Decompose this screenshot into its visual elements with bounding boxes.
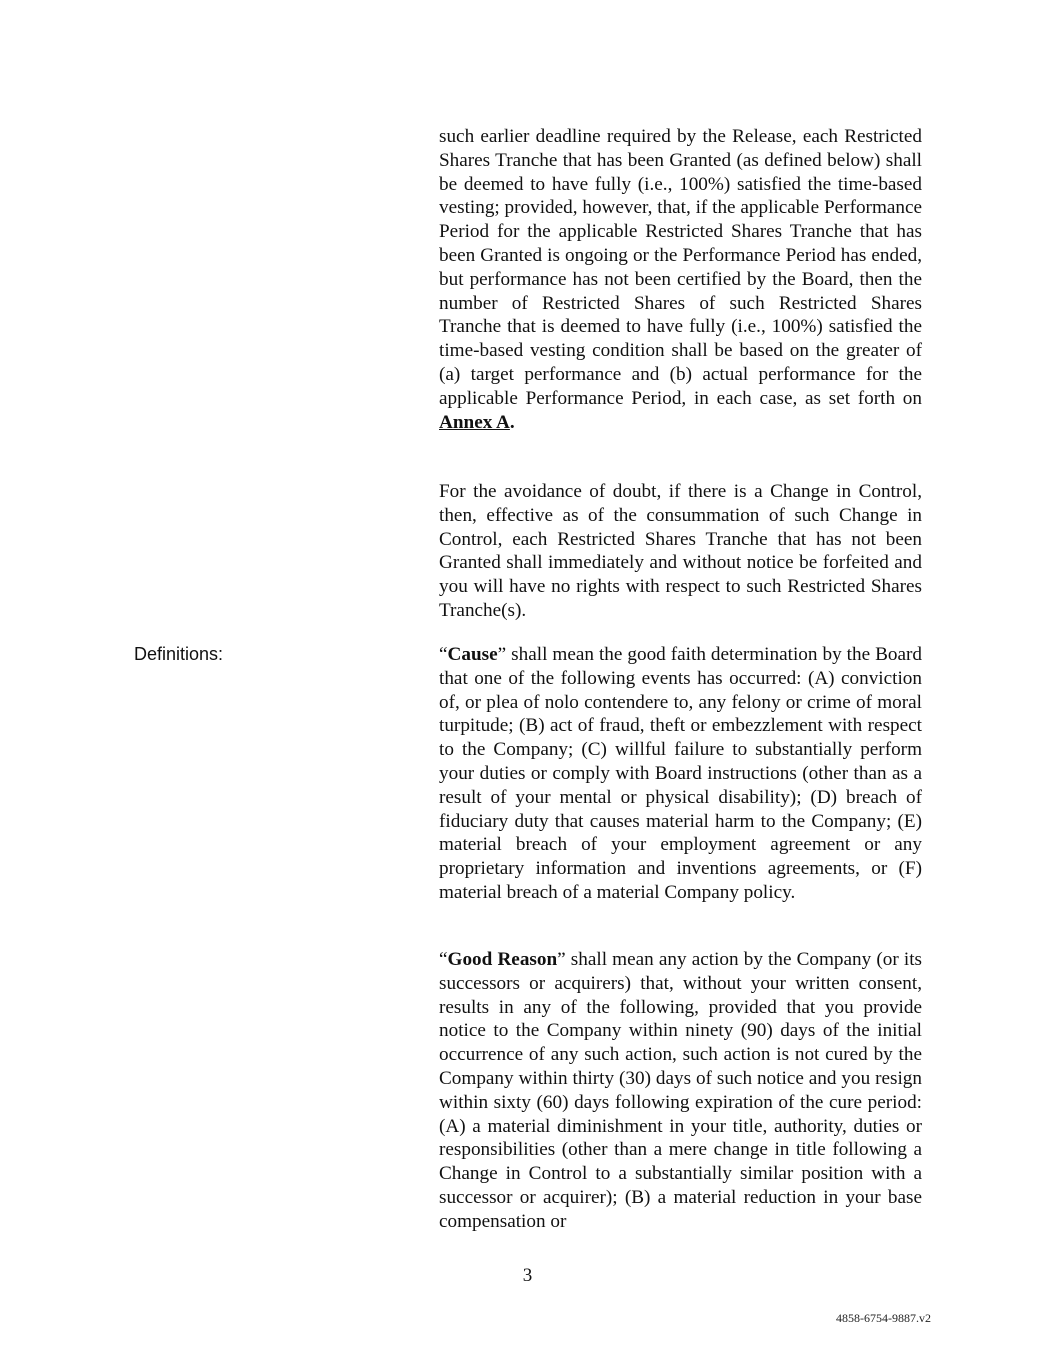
open-quote: “ <box>439 949 448 970</box>
page-number <box>0 1265 1055 1287</box>
document-id: 4858-6754-9887.v2 <box>836 1311 931 1325</box>
period: . <box>509 411 515 433</box>
paragraph-text: For the avoidance of doubt, if there is a Change in Control, then, effective as of the consummation of such Change in Control, each Restricted Shares Tranche that has not been Granted shall immediately and without notice be forfeited and you will have no rights with respect to such Restricted Shares Tranche(s). <box>439 481 922 621</box>
paragraph-text <box>439 125 922 434</box>
definition-body: ” shall mean any action by the Company (or its successors or acquirers) that, without your written consent, results in any of the following, provided that you provide notice to the Company within ninety (90) days of the initial occurrence of any such action, such action is not cured by the Company within thirty (30) days of such notice and you resign within sixty (60) days following expiration of the cure period: (A) a material diminishment in your title, authority, duties or responsibilities (other than a mere change in title following a Change in Control to a substantially similar position with a successor or acquirer); (B) a material reduction in your base compensation or <box>439 949 923 1232</box>
definition-good-reason <box>439 948 922 1234</box>
paragraph-body: such earlier deadline required by the Release, each Restricted Shares Tranche that has been Granted (as defined below) shall be deemed to have fully (i.e., 100%) satisfied the time-based vesting; provided, however, that, if the applicable Performance Period for the applicable Restricted Shares Tranche that has been Granted is ongoing or the Performance Period has ended, but performance has not been certified by the Board, then the number of Restricted Shares of such Restricted Shares Tranche that is deemed to have fully (i.e., 100%) satisfied the time-based vesting condition shall be based on the greater of (a) target performance and (b) actual performance for the applicable Performance Period, in each case, as set forth on <box>439 126 923 409</box>
defined-term-cause: Cause <box>447 644 498 665</box>
defined-term-good-reason: Good Reason <box>447 949 558 970</box>
annex-a-reference: Annex A <box>439 411 510 433</box>
open-quote: “ <box>439 644 448 665</box>
definition-body: ” shall mean the good faith determination by the Board that one of the following events has occurred: (A) conviction of, or plea of nolo contendere to, any felony or crime of moral turpitude; (B) act of fraud, theft or embezzlement with respect to the Company; (C) willful failure to substantially perform your duties or comply with Board instructions (other than as a result of your mental or physical disability); (D) breach of fiduciary duty that causes material harm to the Company; (E) material breach of your employment agreement or any proprietary information and inventions agreements, or (F) material breach of a material Company policy. <box>439 644 922 903</box>
paragraph-release-vesting <box>439 125 922 434</box>
paragraph-change-in-control <box>439 480 922 623</box>
paragraph-text <box>439 643 922 905</box>
page-number-text: 3 <box>522 1265 533 1286</box>
definition-cause <box>439 643 922 905</box>
paragraph-text <box>439 948 922 1234</box>
definitions-label: Definitions: <box>134 644 224 664</box>
